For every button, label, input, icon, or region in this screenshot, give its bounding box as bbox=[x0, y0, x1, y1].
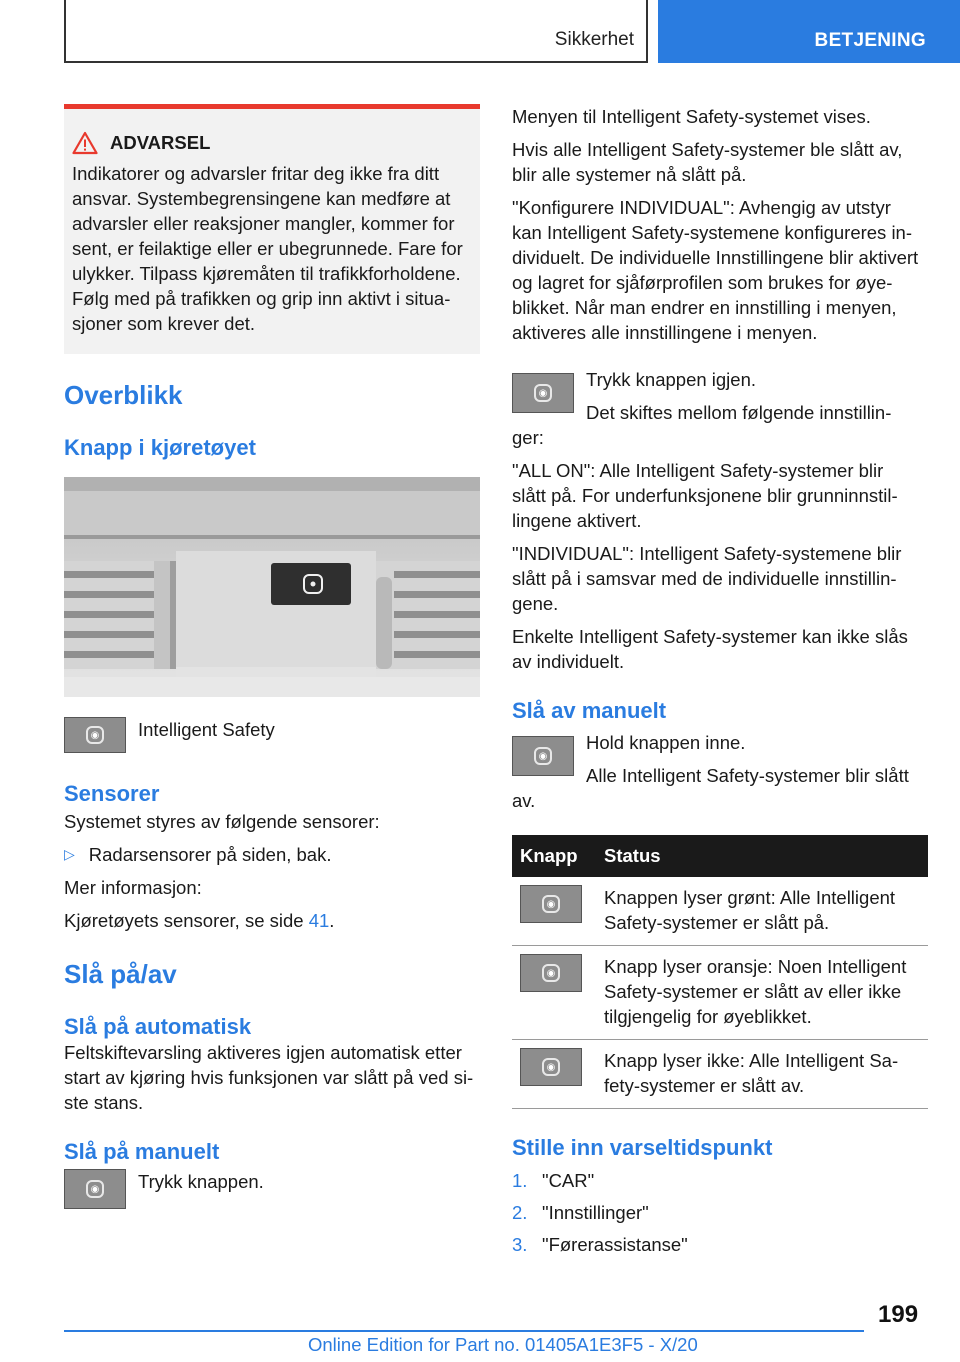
step-text: "Innstillinger" bbox=[542, 1202, 649, 1223]
mer-informasjon: Mer informasjon: bbox=[64, 877, 202, 898]
header-section-title: Sikkerhet bbox=[554, 29, 634, 50]
toggle-settings-cont: ger: bbox=[512, 427, 544, 448]
all-off-line: blir alle systemer nå slått på. bbox=[512, 164, 747, 185]
individual-line: gene. bbox=[512, 593, 559, 614]
page-reference-link[interactable]: 41 bbox=[308, 910, 330, 931]
header-chapter-title: BETJENING bbox=[814, 30, 926, 51]
individual-line: slått på i samsvar med de individuelle innstillin- bbox=[512, 568, 897, 589]
sensor-reference bbox=[64, 908, 480, 933]
vehicle-button-photo bbox=[64, 477, 480, 697]
enkelte-line: av individuelt. bbox=[512, 651, 625, 672]
header-chapter-tab bbox=[658, 0, 960, 63]
sensor-bullet-text: Radarsensorer på siden, bak. bbox=[88, 844, 332, 865]
status-line: Knapp lyser oransje: Noen Intelligent bbox=[604, 956, 907, 977]
manuelt-row bbox=[64, 1169, 480, 1209]
intelligent-safety-legend bbox=[64, 717, 480, 753]
warning-box bbox=[64, 104, 480, 354]
table-header-row bbox=[512, 835, 928, 877]
heading-sensorer: Sensorer bbox=[64, 781, 160, 806]
configure-individual-line: "Konfigurere INDIVIDUAL": Avhengig av utstyr bbox=[512, 197, 891, 218]
press-again-text: Trykk knappen igjen. bbox=[586, 369, 757, 390]
table-row bbox=[512, 1040, 928, 1109]
table-header-knapp: Knapp bbox=[512, 835, 596, 877]
hold-button-row bbox=[512, 730, 928, 788]
toggle-settings-text: Det skiftes mellom følgende innstillin- bbox=[586, 402, 892, 423]
hold-button-text: Hold knappen inne. bbox=[586, 732, 746, 753]
step-text: "CAR" bbox=[542, 1170, 595, 1191]
all-on-line: "ALL ON": Alle Intelligent Safety-systemer blir bbox=[512, 460, 884, 481]
sensor-bullet bbox=[64, 842, 480, 867]
individual-line: "INDIVIDUAL": Intelligent Safety-systemene blir bbox=[512, 543, 902, 564]
button-off-icon: ◉ bbox=[520, 1048, 582, 1086]
footer-rule bbox=[64, 1330, 864, 1332]
warning-line: sjoner som krever det. bbox=[72, 313, 256, 334]
table-icon-cell bbox=[512, 946, 596, 1040]
left-column bbox=[64, 104, 480, 1209]
page-number: 199 bbox=[878, 1301, 919, 1328]
table-icon-cell bbox=[512, 1040, 596, 1109]
status-line: Safety-systemer er slått på. bbox=[604, 912, 830, 933]
list-item bbox=[512, 1229, 928, 1261]
status-line: Knapp lyser ikke: Alle Intelligent Sa- bbox=[604, 1050, 899, 1071]
reference-end: . bbox=[329, 910, 335, 931]
table-icon-cell bbox=[512, 877, 596, 946]
heading-sla-paa-av: Slå på/av bbox=[64, 959, 177, 989]
all-off-text: Alle Intelligent Safety-systemer blir slått bbox=[586, 765, 909, 786]
configure-individual-line: aktiveres alle innstillingene i menyen. bbox=[512, 322, 818, 343]
button-orange-icon: ◉ bbox=[520, 954, 582, 992]
heading-knapp-i-kjoretoyet: Knapp i kjøretøyet bbox=[64, 435, 256, 460]
warning-line: ansvar. Systembegrensingene kan medføre at bbox=[72, 188, 451, 209]
right-column bbox=[512, 104, 928, 1261]
intelligent-safety-button-icon: ◉ bbox=[64, 717, 126, 753]
table-row bbox=[512, 877, 928, 946]
step-number: 2. bbox=[512, 1202, 528, 1223]
automatisk-line: Feltskiftevarsling aktiveres igjen automatisk etter bbox=[64, 1042, 462, 1063]
warning-title: ADVARSEL bbox=[110, 132, 211, 153]
steps-list bbox=[512, 1165, 928, 1261]
warning-line: sent, er feilaktige eller er ubegrunnede. Fare for bbox=[72, 238, 463, 259]
heading-sla-paa-manuelt: Slå på manuelt bbox=[64, 1139, 220, 1164]
button-status-table bbox=[512, 835, 928, 1109]
status-line: Safety-systemer er slått av eller ikke bbox=[604, 981, 902, 1002]
all-on-line: lingene aktivert. bbox=[512, 510, 642, 531]
warning-line: advarsler eller reaksjoner mangler, kommer for bbox=[72, 213, 455, 234]
enkelte-line: Enkelte Intelligent Safety-systemer kan ikke slås bbox=[512, 626, 908, 647]
table-header-status: Status bbox=[596, 835, 928, 877]
list-item bbox=[512, 1197, 928, 1229]
status-line: fety-systemer er slått av. bbox=[604, 1075, 805, 1096]
button-green-icon: ◉ bbox=[520, 885, 582, 923]
sensorer-intro: Systemet styres av følgende sensorer: bbox=[64, 811, 380, 832]
warning-triangle-icon bbox=[72, 131, 98, 155]
intelligent-safety-label: Intelligent Safety bbox=[138, 719, 275, 740]
footer-edition: Online Edition for Part no. 01405A1E3F5 - X/20 bbox=[308, 1334, 698, 1355]
automatisk-line: start av kjøring hvis funksjonen var slått på ved si- bbox=[64, 1067, 474, 1088]
table-status-cell bbox=[596, 1040, 928, 1109]
manuelt-text: Trykk knappen. bbox=[138, 1171, 264, 1192]
automatisk-line: ste stans. bbox=[64, 1092, 144, 1113]
menu-shown-text: Menyen til Intelligent Safety-systemet vises. bbox=[512, 106, 871, 127]
step-number: 3. bbox=[512, 1234, 528, 1255]
configure-individual-line: blikket. Når man endrer en innstilling i menyen, bbox=[512, 297, 897, 318]
table-status-cell bbox=[596, 877, 928, 946]
status-line: tilgjengelig for øyeblikket. bbox=[604, 1006, 812, 1027]
step-text: "Førerassistanse" bbox=[542, 1234, 688, 1255]
configure-individual-line: kan Intelligent Safety-systemene konfigureres in- bbox=[512, 222, 913, 243]
heading-sla-av-manuelt: Slå av manuelt bbox=[512, 698, 667, 723]
dashboard-vents-illustration bbox=[64, 477, 480, 697]
intelligent-safety-button-icon: ◉ bbox=[512, 373, 574, 413]
step-number: 1. bbox=[512, 1170, 528, 1191]
all-off-line: Hvis alle Intelligent Safety-systemer ble slått av, bbox=[512, 139, 903, 160]
table-row bbox=[512, 946, 928, 1040]
list-item bbox=[512, 1165, 928, 1197]
heading-stille-inn: Stille inn varseltidspunkt bbox=[512, 1135, 773, 1160]
warning-line: ulykker. Tilpass kjøremåten til trafikkforholdene. bbox=[72, 263, 461, 284]
reference-text: Kjøretøyets sensorer, se side bbox=[64, 910, 309, 931]
all-on-line: slått på. For underfunksjonene blir grunninnstil- bbox=[512, 485, 898, 506]
configure-individual-line: dividuelt. De individuelle Innstillingene blir aktivert bbox=[512, 247, 919, 268]
intelligent-safety-button-icon: ◉ bbox=[512, 736, 574, 776]
intelligent-safety-button-icon: ◉ bbox=[64, 1169, 126, 1209]
press-again-row bbox=[512, 367, 928, 425]
bullet-triangle-icon: ▷ bbox=[64, 846, 75, 862]
header-section-box bbox=[64, 0, 648, 63]
status-line: Knappen lyser grønt: Alle Intelligent bbox=[604, 887, 896, 908]
table-status-cell bbox=[596, 946, 928, 1040]
configure-individual-line: og lagret for sjåførprofilen som brukes for øye- bbox=[512, 272, 893, 293]
all-off-cont: av. bbox=[512, 790, 536, 811]
warning-header bbox=[72, 131, 472, 155]
heading-sla-paa-automatisk: Slå på automatisk bbox=[64, 1014, 252, 1039]
warning-line: Indikatorer og advarsler fritar deg ikke fra ditt bbox=[72, 163, 440, 184]
warning-line: Følg med på trafikken og grip inn aktivt i situa- bbox=[72, 288, 451, 309]
heading-overblikk: Overblikk bbox=[64, 380, 183, 410]
